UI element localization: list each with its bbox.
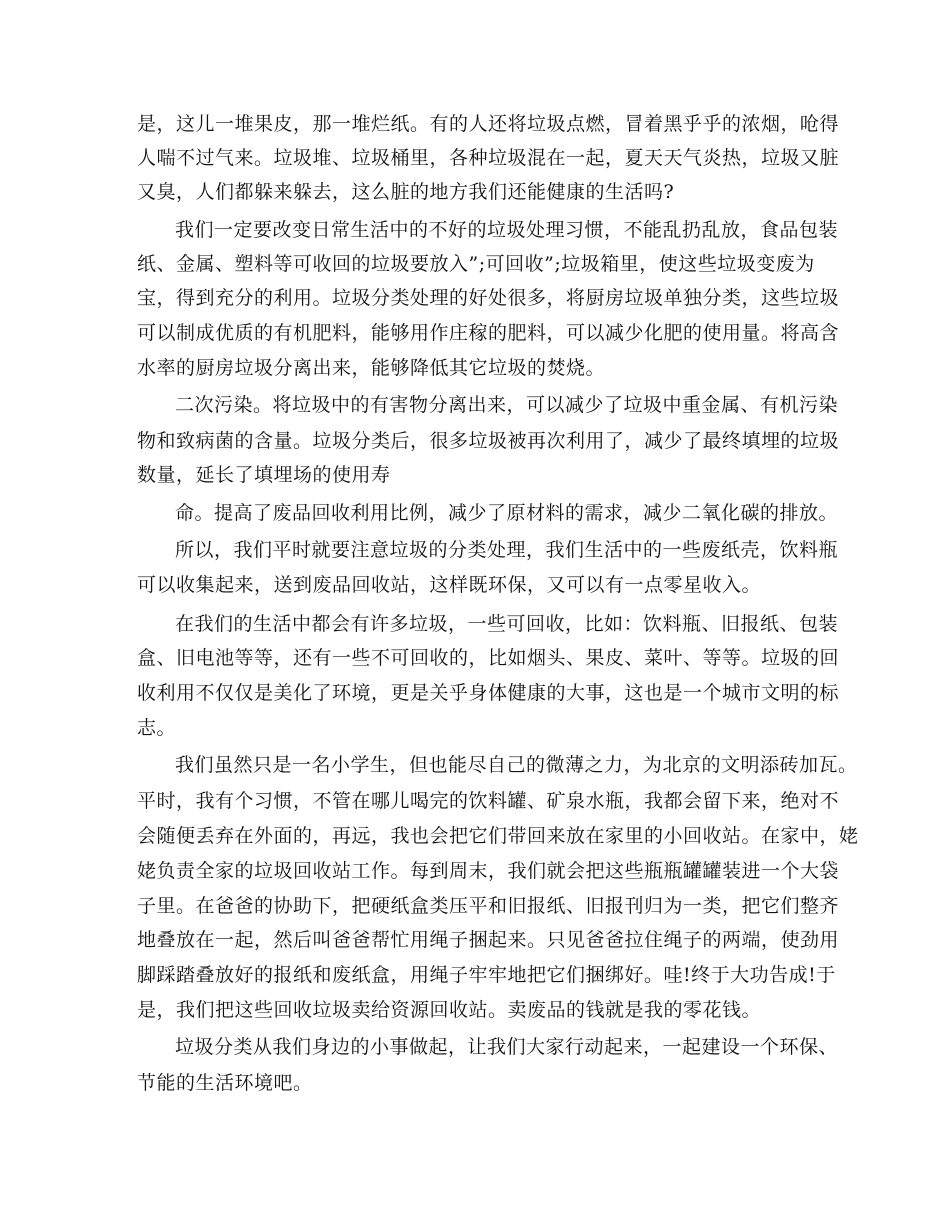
text-line: 会随便丢弃在外面的，再远，我也会把它们带回来放在家里的小回收站。在家中，姥 bbox=[137, 825, 859, 847]
text-line: 姥负责全家的垃圾回收站工作。每到周末，我们就会把这些瓶瓶罐罐装进一个大袋 bbox=[137, 860, 840, 882]
text-line: 人喘不过气来。垃圾堆、垃圾桶里，各种垃圾混在一起，夏天天气炎热，垃圾又脏 bbox=[137, 147, 840, 169]
text-line: 收利用不仅仅是美化了环境，更是关乎身体健康的大事，这也是一个城市文明的标 bbox=[137, 682, 840, 704]
text-line: 数量，延长了填埋场的使用寿 bbox=[137, 464, 391, 486]
text-line: 脚踩踏叠放好的报纸和废纸盒，用绳子牢牢地把它们捆绑好。哇!终于大功告成!于 bbox=[137, 964, 836, 986]
text-line: 命。提高了废品回收利用比例，减少了原材料的需求，减少二氧化碳的排放。 bbox=[175, 502, 839, 524]
text-line: 地叠放在一起，然后叫爸爸帮忙用绳子捆起来。只见爸爸拉住绳子的两端，使劲用 bbox=[137, 929, 840, 951]
text-line: 水率的厨房垃圾分离出来，能够降低其它垃圾的焚烧。 bbox=[137, 357, 606, 379]
text-line: 在我们的生活中都会有许多垃圾，一些可回收，比如：饮料瓶、旧报纸、包装 bbox=[175, 613, 839, 635]
text-line: 二次污染。将垃圾中的有害物分离出来，可以减少了垃圾中重金属、有机污染 bbox=[175, 394, 839, 416]
text-line: 平时，我有个习惯，不管在哪儿喝完的饮料罐、矿泉水瓶，我都会留下来，绝对不 bbox=[137, 790, 840, 812]
text-line: 可以收集起来，送到废品回收站，这样既环保，又可以有一点零星收入。 bbox=[137, 574, 762, 596]
text-line: 是，我们把这些回收垃圾卖给资源回收站。卖废品的钱就是我的零花钱。 bbox=[137, 999, 762, 1021]
text-line: 宝，得到充分的利用。垃圾分类处理的好处很多，将厨房垃圾单独分类，这些垃圾 bbox=[137, 287, 840, 309]
text-line: 所以，我们平时就要注意垃圾的分类处理，我们生活中的一些废纸壳，饮料瓶 bbox=[175, 539, 839, 561]
text-line: 我们虽然只是一名小学生，但也能尽自己的微薄之力，为北京的文明添砖加瓦。 bbox=[175, 754, 858, 776]
text-line: 志。 bbox=[137, 717, 177, 739]
text-line: 我们一定要改变日常生活中的不好的垃圾处理习惯，不能乱扔乱放，食品包装 bbox=[175, 219, 839, 241]
text-line: 可以制成优质的有机肥料，能够用作庄稼的肥料，可以减少化肥的使用量。将高含 bbox=[137, 322, 840, 344]
text-line: 又臭，人们都躲来躲去，这么脏的地方我们还能健康的生活吗? bbox=[137, 181, 675, 203]
text-line: 节能的生活环境吧。 bbox=[137, 1072, 313, 1094]
text-line: 子里。在爸爸的协助下，把硬纸盒类压平和旧报纸、旧报刊归为一类，把它们整齐 bbox=[137, 895, 840, 917]
text-line: 纸、金属、塑料等可收回的垃圾要放入”;可回收”;垃圾箱里，使这些垃圾变废为 bbox=[137, 253, 815, 275]
text-line: 盒、旧电池等等，还有一些不可回收的，比如烟头、果皮、菜叶、等等。垃圾的回 bbox=[137, 647, 840, 669]
text-line: 物和致病菌的含量。垃圾分类后，很多垃圾被再次利用了，减少了最终填埋的垃圾 bbox=[137, 430, 840, 452]
text-line: 垃圾分类从我们身边的小事做起，让我们大家行动起来，一起建设一个环保、 bbox=[175, 1036, 839, 1058]
text-line: 是，这儿一堆果皮，那一堆烂纸。有的人还将垃圾点燃，冒着黑乎乎的浓烟，呛得 bbox=[137, 113, 840, 135]
